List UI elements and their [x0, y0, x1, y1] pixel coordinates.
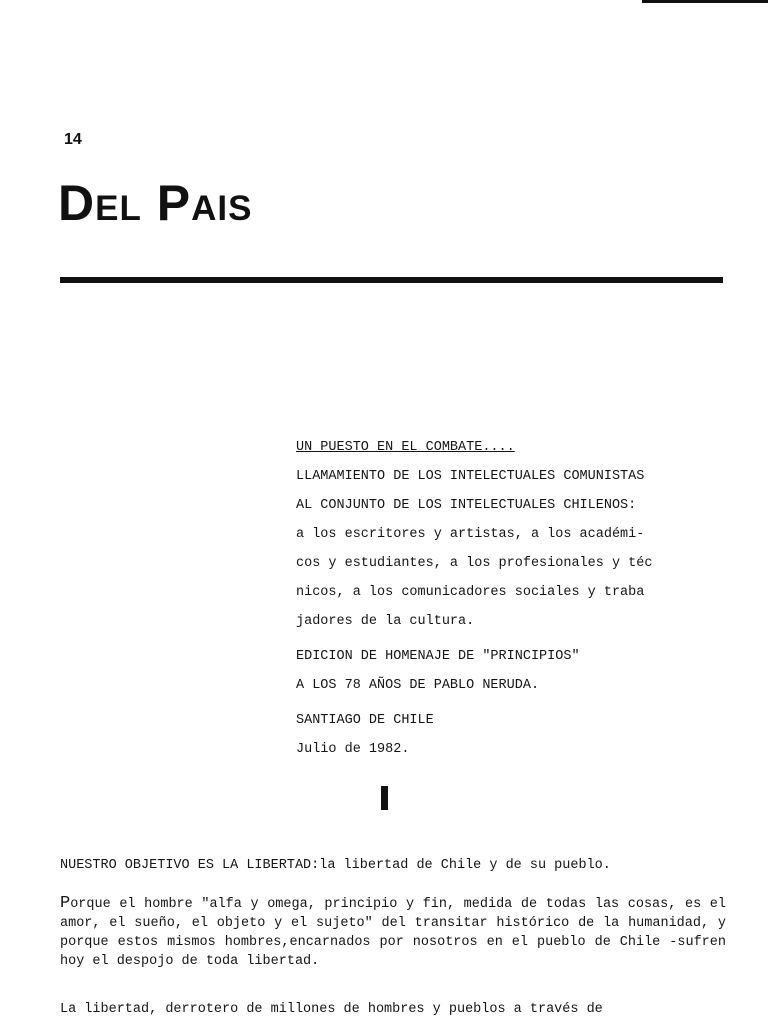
intro-line: nicos, a los comunicadores sociales y traba — [296, 585, 645, 600]
body-paragraph: La libertad, derrotero de millones de hombres y pueblos a través de — [60, 1002, 603, 1017]
intro-line: LLAMAMIENTO DE LOS INTELECTUALES COMUNISTAS — [296, 469, 645, 484]
section-title: Del Pais — [58, 175, 253, 231]
top-edge-rule — [642, 0, 768, 3]
body-paragraph: Porque el hombre "alfa y omega, principio y fin, medida de todas las cosas, es el amor, el sueño, el objeto y el sujeto" del transitar histórico de la humanidad, y porque estos mismos hombres,encarnados por nosotros en el pueblo de Chile -sufren hoy el despojo de toda libertad. — [60, 894, 726, 969]
objective-statement: NUESTRO OBJETIVO ES LA LIBERTAD:la libertad de Chile y de su pueblo. — [60, 858, 611, 873]
edition-line: EDICION DE HOMENAJE DE "PRINCIPIOS" — [296, 649, 580, 664]
intro-line: AL CONJUNTO DE LOS INTELECTUALES CHILENOS: — [296, 498, 637, 513]
intro-line: jadores de la cultura. — [296, 614, 475, 629]
page-number: 14 — [64, 131, 82, 148]
edition-line: A LOS 78 AÑOS DE PABLO NERUDA. — [296, 678, 540, 693]
intro-line: a los escritores y artistas, a los académi- — [296, 527, 645, 542]
place-line: SANTIAGO DE CHILE — [296, 713, 434, 728]
intro-block — [296, 438, 726, 769]
date-line: Julio de 1982. — [296, 742, 410, 757]
title-underline-rule — [60, 277, 723, 283]
intro-heading: UN PUESTO EN EL COMBATE.... — [296, 440, 515, 455]
roman-numeral-one-marker — [381, 786, 388, 810]
intro-line: cos y estudiantes, a los profesionales y téc — [296, 556, 653, 571]
